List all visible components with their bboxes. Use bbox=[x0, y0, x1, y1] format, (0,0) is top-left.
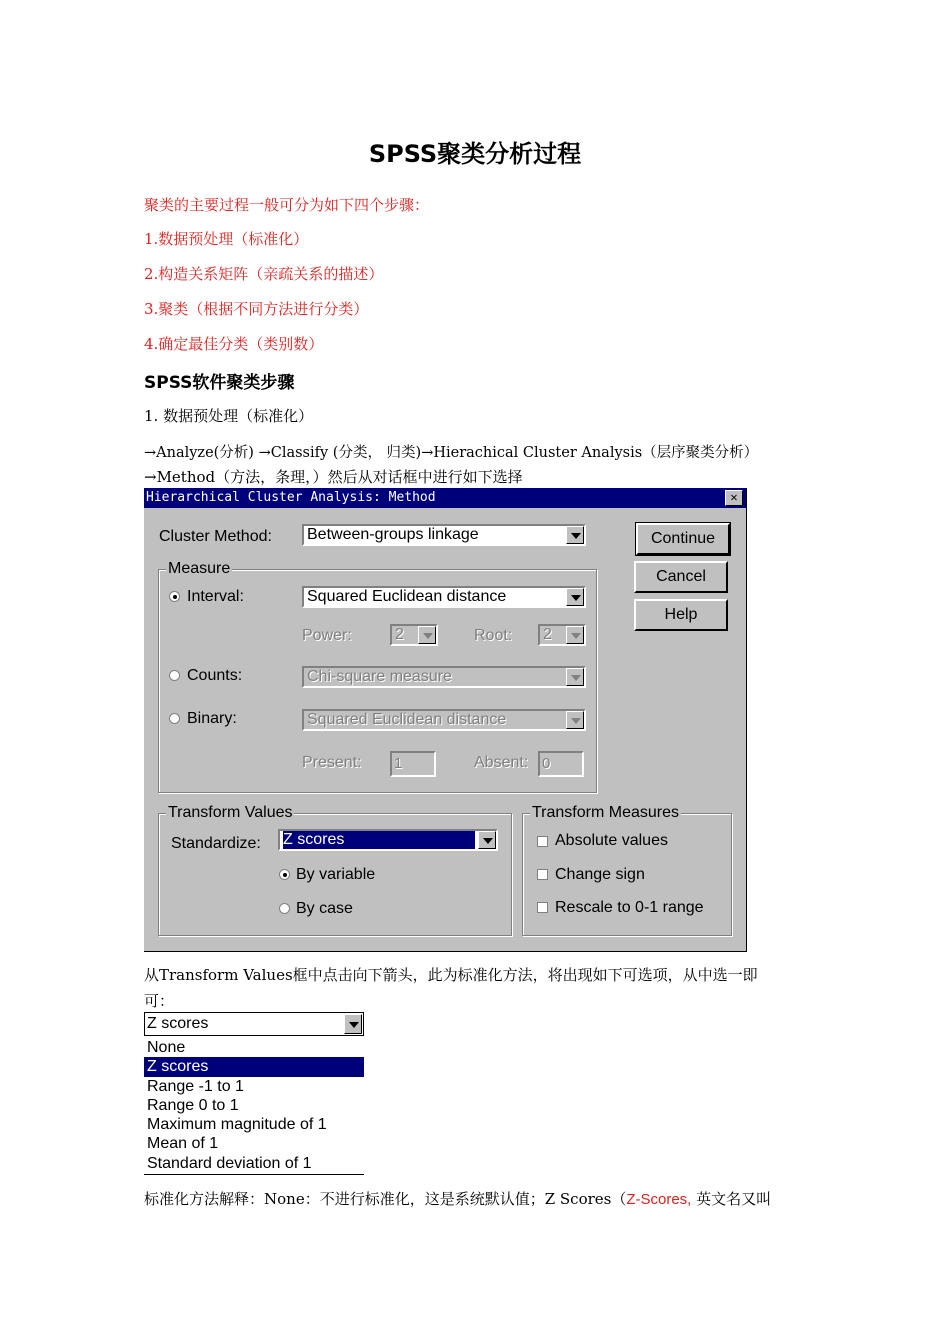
chevron-down-icon[interactable] bbox=[478, 831, 496, 849]
interval-select[interactable] bbox=[302, 586, 586, 608]
page-title: SPSS聚类分析过程 bbox=[368, 140, 582, 168]
help-button[interactable]: Help bbox=[634, 599, 728, 631]
power-select[interactable] bbox=[390, 624, 438, 646]
list-item[interactable]: Mean of 1 bbox=[147, 1135, 219, 1153]
present-label: Present: bbox=[302, 754, 362, 771]
counts-label: Counts: bbox=[187, 667, 243, 684]
step-1: 1.数据预处理（标准化） bbox=[144, 230, 309, 248]
standardize-options-list bbox=[144, 1038, 364, 1175]
root-select[interactable] bbox=[538, 624, 586, 646]
power-value: 2 bbox=[395, 626, 404, 643]
counts-value: Chi-square measure bbox=[307, 668, 452, 685]
chevron-down-icon[interactable] bbox=[344, 1014, 362, 1034]
rescale-checkbox[interactable] bbox=[537, 902, 548, 913]
continue-button[interactable]: Continue bbox=[636, 523, 730, 555]
bottom-text-b: 英文名又叫 bbox=[691, 1190, 772, 1208]
rescale-label: Rescale to 0-1 range bbox=[555, 899, 704, 916]
change-sign-checkbox[interactable] bbox=[537, 869, 548, 880]
after-dialog-line-1: 从Transform Values框中点击向下箭头，此为标准化方法，将出现如下可选项，从中选一即 bbox=[144, 966, 758, 984]
nav-line-1: →Analyze(分析) →Classify (分类， 归类)→Hierachical Cluster Analysis（层序聚类分析） bbox=[144, 445, 759, 461]
dialog-title-bar bbox=[144, 488, 746, 508]
chevron-down-icon[interactable] bbox=[418, 626, 436, 644]
interval-value: Squared Euclidean distance bbox=[307, 588, 507, 605]
section-title: SPSS软件聚类步骤 bbox=[144, 373, 295, 393]
by-case-label: By case bbox=[296, 900, 353, 917]
bottom-text-red: Z-Scores, bbox=[626, 1191, 692, 1208]
present-input[interactable]: 1 bbox=[390, 751, 436, 777]
bottom-text-a: 标准化方法解释：None：不进行标准化，这是系统默认值；Z Scores（ bbox=[144, 1190, 627, 1208]
cluster-method-dialog bbox=[144, 488, 747, 952]
root-value: 2 bbox=[543, 626, 552, 643]
cluster-method-select[interactable] bbox=[302, 524, 586, 546]
cluster-method-value: Between-groups linkage bbox=[307, 526, 479, 543]
standardize-dropdown[interactable] bbox=[144, 1012, 364, 1036]
absent-input[interactable]: 0 bbox=[538, 751, 584, 777]
absolute-values-checkbox[interactable] bbox=[537, 836, 548, 847]
transform-measures-label: Transform Measures bbox=[532, 804, 679, 821]
step-4: 4.确定最佳分类（类别数） bbox=[144, 335, 324, 353]
standardize-select[interactable] bbox=[278, 829, 498, 851]
by-case-radio[interactable] bbox=[279, 903, 290, 914]
counts-select[interactable] bbox=[302, 666, 586, 688]
close-icon[interactable]: ✕ bbox=[725, 490, 743, 506]
binary-value: Squared Euclidean distance bbox=[307, 711, 507, 728]
sub-heading-1: 1. 数据预处理（标准化） bbox=[144, 407, 314, 425]
standardize-value: Z scores bbox=[283, 831, 475, 849]
binary-select[interactable] bbox=[302, 709, 586, 731]
binary-label: Binary: bbox=[187, 710, 237, 727]
by-variable-label: By variable bbox=[296, 866, 376, 883]
list-item[interactable]: Standard deviation of 1 bbox=[147, 1154, 312, 1172]
step-3: 3.聚类（根据不同方法进行分类） bbox=[144, 300, 369, 318]
standardize-label: Standardize: bbox=[171, 835, 261, 852]
binary-radio[interactable] bbox=[169, 713, 180, 724]
chevron-down-icon[interactable] bbox=[566, 711, 584, 729]
list-item[interactable]: None bbox=[147, 1039, 186, 1056]
chevron-down-icon[interactable] bbox=[566, 588, 584, 606]
interval-radio[interactable] bbox=[169, 591, 180, 602]
change-sign-label: Change sign bbox=[555, 866, 645, 883]
list-item[interactable]: Z scores bbox=[144, 1057, 364, 1076]
chevron-down-icon[interactable] bbox=[566, 526, 584, 544]
cancel-button[interactable]: Cancel bbox=[634, 561, 728, 593]
power-label: Power: bbox=[302, 627, 352, 644]
step-2: 2.构造关系矩阵（亲疏关系的描述） bbox=[144, 265, 384, 283]
list-item[interactable]: Range -1 to 1 bbox=[147, 1077, 244, 1095]
absent-label: Absent: bbox=[474, 754, 529, 771]
standardize-dropdown-value: Z scores bbox=[147, 1015, 209, 1032]
root-label: Root: bbox=[474, 627, 513, 644]
after-dialog-line-2: 可： bbox=[144, 992, 175, 1010]
absolute-values-label: Absolute values bbox=[555, 832, 668, 849]
intro-text: 聚类的主要过程一般可分为如下四个步骤： bbox=[144, 196, 430, 214]
measure-group-label: Measure bbox=[168, 560, 231, 577]
chevron-down-icon[interactable] bbox=[566, 626, 584, 644]
interval-label: Interval: bbox=[187, 588, 244, 605]
list-item[interactable]: Maximum magnitude of 1 bbox=[147, 1116, 327, 1134]
transform-values-label: Transform Values bbox=[168, 804, 293, 821]
counts-radio[interactable] bbox=[169, 670, 180, 681]
list-item[interactable]: Range 0 to 1 bbox=[147, 1096, 239, 1114]
nav-line-2: →Method（方法，条理，）然后从对话框中进行如下选择 bbox=[144, 468, 523, 486]
bottom-line bbox=[144, 1188, 771, 1209]
by-variable-radio[interactable] bbox=[279, 869, 290, 880]
chevron-down-icon[interactable] bbox=[566, 668, 584, 686]
cluster-method-label: Cluster Method: bbox=[159, 528, 272, 545]
dialog-title: Hierarchical Cluster Analysis: Method bbox=[146, 490, 436, 505]
